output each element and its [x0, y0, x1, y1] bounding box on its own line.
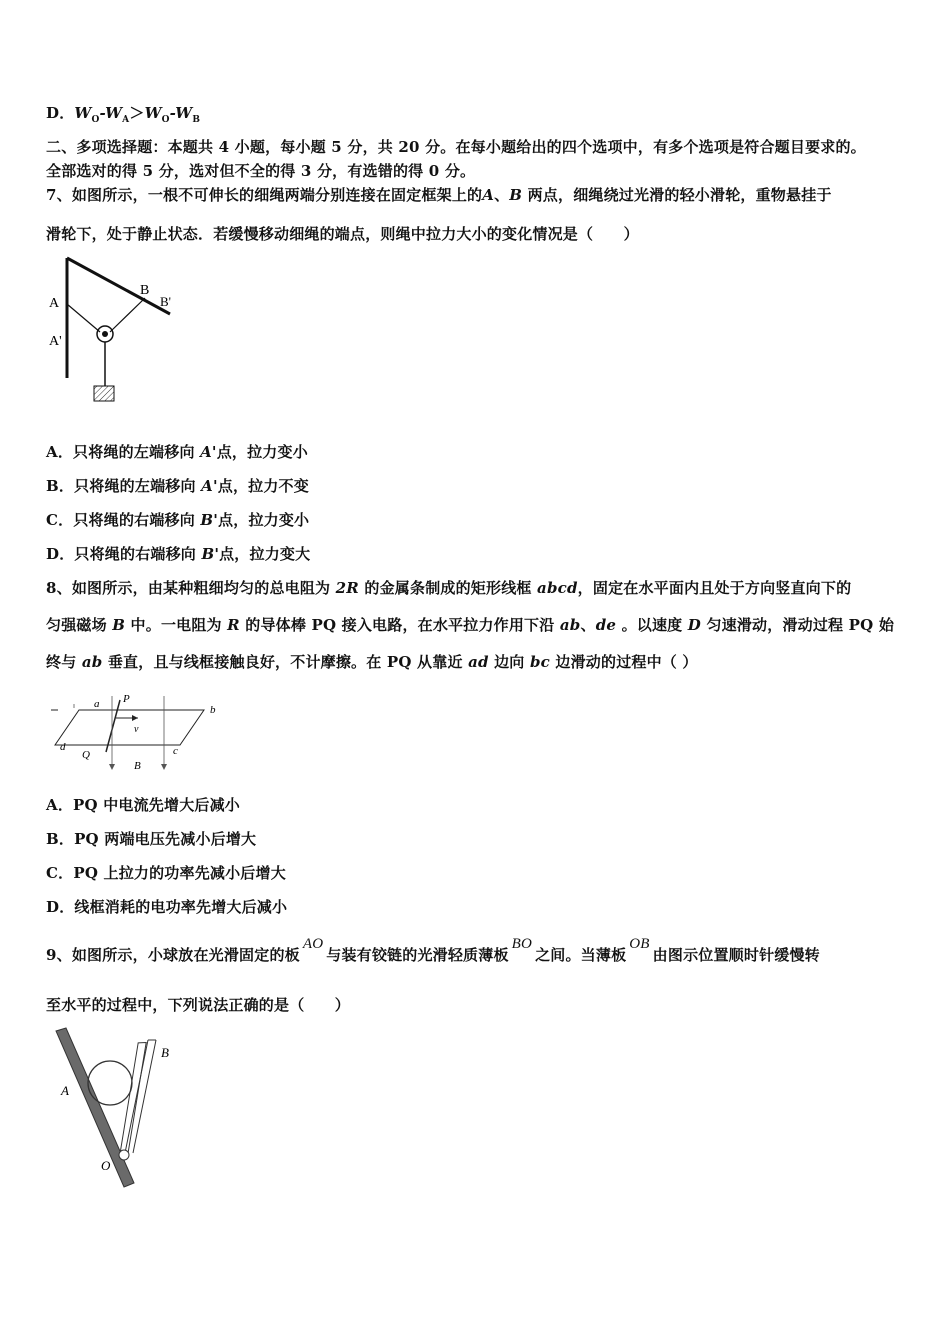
label-b: B: [161, 1045, 169, 1060]
q8-stem-line1: 8、如图所示，由某种粗细均匀的总电阻为 2R 的金属条制成的矩形线框 abcd，固定在水平面内且处于方向竖直向下的: [46, 579, 852, 597]
q8-option-c: C．PQ 上拉力的功率先减小后增大: [46, 864, 286, 882]
fixed-board-ao: [56, 1028, 134, 1187]
w-symbol: W: [74, 104, 92, 122]
label-field-b: B: [134, 760, 141, 772]
q8-figure: [44, 688, 244, 773]
frame-slant: [67, 258, 170, 314]
label-o: O: [101, 1158, 111, 1173]
q8-option-a: A．PQ 中电流先增大后减小: [46, 796, 241, 814]
label-a-prime: A': [49, 334, 62, 349]
rope-left: [67, 304, 100, 332]
q7-stem-line1: 7、如图所示，一根不可伸长的细绳两端分别连接在固定框架上的A、B 两点，细绳绕过光滑的轻小滑轮，重物悬挂于: [46, 186, 832, 204]
label-b: b: [210, 704, 216, 716]
label-b-prime: B': [160, 294, 172, 309]
q9-stem-line2: 至水平的过程中，下列说法正确的是（ ）: [46, 996, 351, 1014]
ball: [88, 1061, 132, 1105]
q7-option-d: D．只将绳的右端移向 B'点，拉力变大: [46, 545, 311, 563]
frame-abcd: [55, 710, 204, 745]
label-p: P: [123, 693, 130, 705]
q8-stem-line3: 终与 ab 垂直，且与线框接触良好，不计摩擦。在 PQ 从靠近 ad 边向 bc 边滑动的过程中（ ）: [46, 653, 698, 671]
section2-line2: 全部选对的得 5 分，选对但不全的得 3 分，有选错的得 0 分。: [46, 162, 476, 180]
section2-line1: 二、多项选择题：本题共 4 小题，每小题 5 分，共 20 分。在每小题给出的四个选项中，有多个选项是符合题目要求的。: [46, 138, 866, 156]
q9-figure: [44, 1025, 204, 1195]
label-a: A: [49, 296, 60, 311]
label-a: a: [94, 698, 100, 710]
q7-stem-line2: 滑轮下，处于静止状态．若缓慢移动细绳的端点，则绳中拉力大小的变化情况是（ ）: [46, 225, 639, 243]
rod-pq: [106, 700, 120, 752]
label-q: Q: [82, 749, 90, 761]
q8-option-d: D．线框消耗的电功率先增大后减小: [46, 898, 288, 916]
q7-option-c: C．只将绳的右端移向 B'点，拉力变小: [46, 511, 310, 529]
label-c: c: [173, 745, 178, 757]
label-d: d: [60, 741, 66, 753]
q8-stem-line2: 匀强磁场 B 中。一电阻为 R 的导体棒 PQ 接入电路，在水平拉力作用下沿 ab、de 。以速度 D 匀速滑动，滑动过程 PQ 始: [46, 616, 895, 634]
q7-option-b: B．只将绳的左端移向 A'点，拉力不变: [46, 477, 309, 495]
label-v: v: [134, 724, 139, 735]
thin-board-bo: [116, 1043, 150, 1154]
q9-stem-line1: 9、如图所示，小球放在光滑固定的板AO与装有铰链的光滑轻质薄板BO之间。当薄板OB由图示位置顺时针缓慢转: [46, 936, 820, 964]
weight-block: [94, 386, 114, 401]
rope-right: [110, 298, 145, 332]
q7-option-a: A．只将绳的左端移向 A'点，拉力变小: [46, 443, 308, 461]
label-b: B: [140, 283, 150, 298]
q8-option-b: B．PQ 两端电压先减小后增大: [46, 830, 257, 848]
label-a: A: [61, 1083, 69, 1098]
prev-option-d: D．$W_O-W_A>W_O-W_B$: [46, 104, 201, 125]
q7-figure: [44, 252, 184, 407]
hinge-icon: [119, 1150, 129, 1160]
